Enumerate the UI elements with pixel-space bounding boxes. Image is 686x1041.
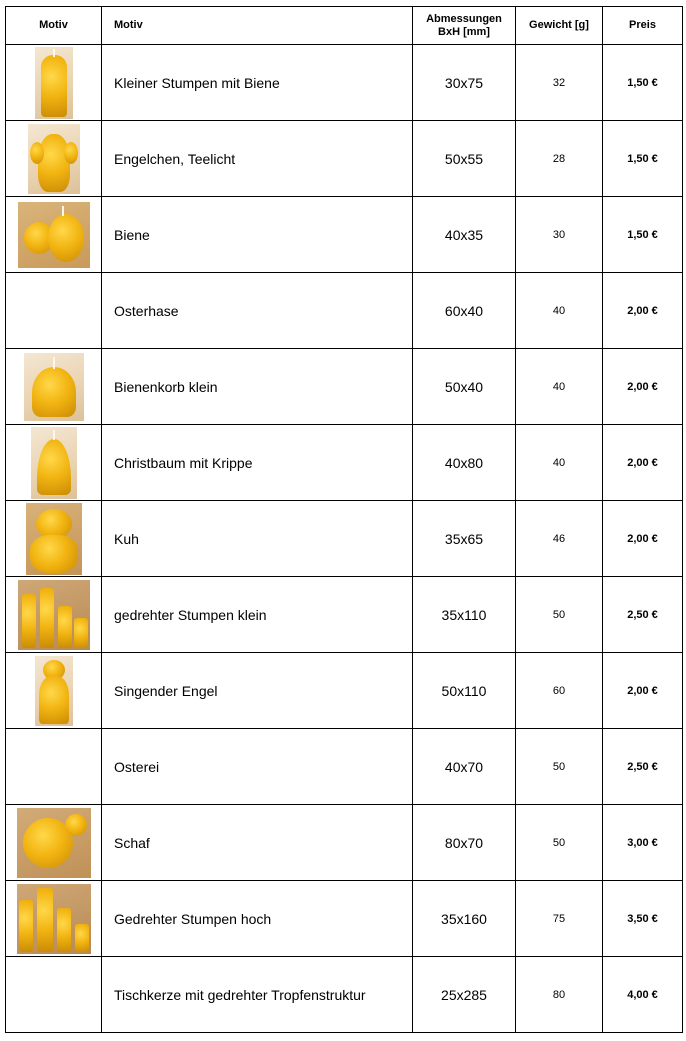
- table-row: [6, 805, 683, 881]
- candle-name: Osterhase: [102, 273, 413, 349]
- candle-price: 1,50 €: [603, 121, 683, 197]
- header-dimensions: [413, 7, 516, 45]
- candle-name: gedrehter Stumpen klein: [102, 577, 413, 653]
- candle-image-cell: [6, 425, 102, 501]
- candle-photo-kuh: [26, 503, 82, 575]
- candle-photo-bienenkorb: [24, 353, 84, 421]
- candle-image-cell: [6, 45, 102, 121]
- candle-price: 2,00 €: [603, 425, 683, 501]
- header-dimensions-line1: Abmessungen: [426, 12, 502, 25]
- candle-image-cell: [6, 197, 102, 273]
- candle-dimensions: 35x110: [413, 577, 516, 653]
- candle-dimensions: 40x35: [413, 197, 516, 273]
- candle-weight: 28: [516, 121, 603, 197]
- candle-dimensions: 50x55: [413, 121, 516, 197]
- candle-dimensions: 35x160: [413, 881, 516, 957]
- table-row: [6, 45, 683, 121]
- candle-weight: 40: [516, 349, 603, 425]
- candle-name: Bienenkorb klein: [102, 349, 413, 425]
- candle-price: 2,50 €: [603, 577, 683, 653]
- table-header: [6, 7, 683, 45]
- table-row: [6, 881, 683, 957]
- candle-name: Engelchen, Teelicht: [102, 121, 413, 197]
- table-row: [6, 197, 683, 273]
- candle-weight: 80: [516, 957, 603, 1033]
- candle-name: Gedrehter Stumpen hoch: [102, 881, 413, 957]
- candle-name: Tischkerze mit gedrehter Tropfenstruktur: [102, 957, 413, 1033]
- header-row: [6, 7, 683, 45]
- candle-name: Schaf: [102, 805, 413, 881]
- candle-image-cell: [6, 881, 102, 957]
- header-price: Preis: [603, 7, 683, 45]
- candle-price: 2,50 €: [603, 729, 683, 805]
- candle-image-cell: [6, 805, 102, 881]
- candle-weight: 40: [516, 425, 603, 501]
- table-row: [6, 653, 683, 729]
- candle-price: 1,50 €: [603, 197, 683, 273]
- candle-name: Osterei: [102, 729, 413, 805]
- candle-price: 2,00 €: [603, 653, 683, 729]
- candle-image-cell: [6, 501, 102, 577]
- table-row: [6, 577, 683, 653]
- candle-image-cell: [6, 273, 102, 349]
- candle-image-cell: [6, 577, 102, 653]
- candle-weight: 60: [516, 653, 603, 729]
- candle-name: Kuh: [102, 501, 413, 577]
- header-image: Motiv: [6, 7, 102, 45]
- candle-weight: 40: [516, 273, 603, 349]
- candle-weight: 50: [516, 577, 603, 653]
- candle-name: Christbaum mit Krippe: [102, 425, 413, 501]
- candle-price: 3,50 €: [603, 881, 683, 957]
- candle-photo-stumpen-klein: [18, 580, 90, 650]
- candle-image-cell: [6, 957, 102, 1033]
- candle-image-cell: [6, 121, 102, 197]
- candle-name: Singender Engel: [102, 653, 413, 729]
- table-row: [6, 425, 683, 501]
- candle-photo-stumpen-hoch: [17, 884, 91, 954]
- table-row: [6, 273, 683, 349]
- candle-dimensions: 40x70: [413, 729, 516, 805]
- candle-photo-singender-engel: [35, 656, 73, 726]
- candle-photo-engelchen: [28, 124, 80, 194]
- candle-dimensions: 50x40: [413, 349, 516, 425]
- candle-photo-stumpen-biene: [35, 47, 73, 119]
- candle-weight: 75: [516, 881, 603, 957]
- candle-dimensions: 25x285: [413, 957, 516, 1033]
- candle-price: 2,00 €: [603, 501, 683, 577]
- candle-dimensions: 50x110: [413, 653, 516, 729]
- candle-dimensions: 40x80: [413, 425, 516, 501]
- header-weight: Gewicht [g]: [516, 7, 603, 45]
- table-row: [6, 501, 683, 577]
- candle-name: Biene: [102, 197, 413, 273]
- candle-image-cell: [6, 729, 102, 805]
- candle-price: 2,00 €: [603, 349, 683, 425]
- candle-photo-biene: [18, 202, 90, 268]
- candle-image-cell: [6, 653, 102, 729]
- candle-weight: 30: [516, 197, 603, 273]
- candle-price: 2,00 €: [603, 273, 683, 349]
- candle-weight: 32: [516, 45, 603, 121]
- candle-price: 3,00 €: [603, 805, 683, 881]
- candle-image-cell: [6, 349, 102, 425]
- candle-name: Kleiner Stumpen mit Biene: [102, 45, 413, 121]
- table-row: [6, 121, 683, 197]
- candle-dimensions: 80x70: [413, 805, 516, 881]
- table-body: [6, 45, 683, 1033]
- candle-dimensions: 35x65: [413, 501, 516, 577]
- candle-weight: 46: [516, 501, 603, 577]
- table-row: [6, 729, 683, 805]
- candle-weight: 50: [516, 729, 603, 805]
- candle-photo-schaf: [17, 808, 91, 878]
- candle-dimensions: 30x75: [413, 45, 516, 121]
- candle-price: 4,00 €: [603, 957, 683, 1033]
- candle-price: 1,50 €: [603, 45, 683, 121]
- header-dimensions-line2: BxH [mm]: [438, 25, 490, 38]
- candle-weight: 50: [516, 805, 603, 881]
- candle-photo-christbaum: [31, 427, 77, 499]
- table-row: [6, 349, 683, 425]
- candle-dimensions: 60x40: [413, 273, 516, 349]
- header-name: Motiv: [102, 7, 413, 45]
- table-row: [6, 957, 683, 1033]
- candle-price-table: [5, 6, 683, 1033]
